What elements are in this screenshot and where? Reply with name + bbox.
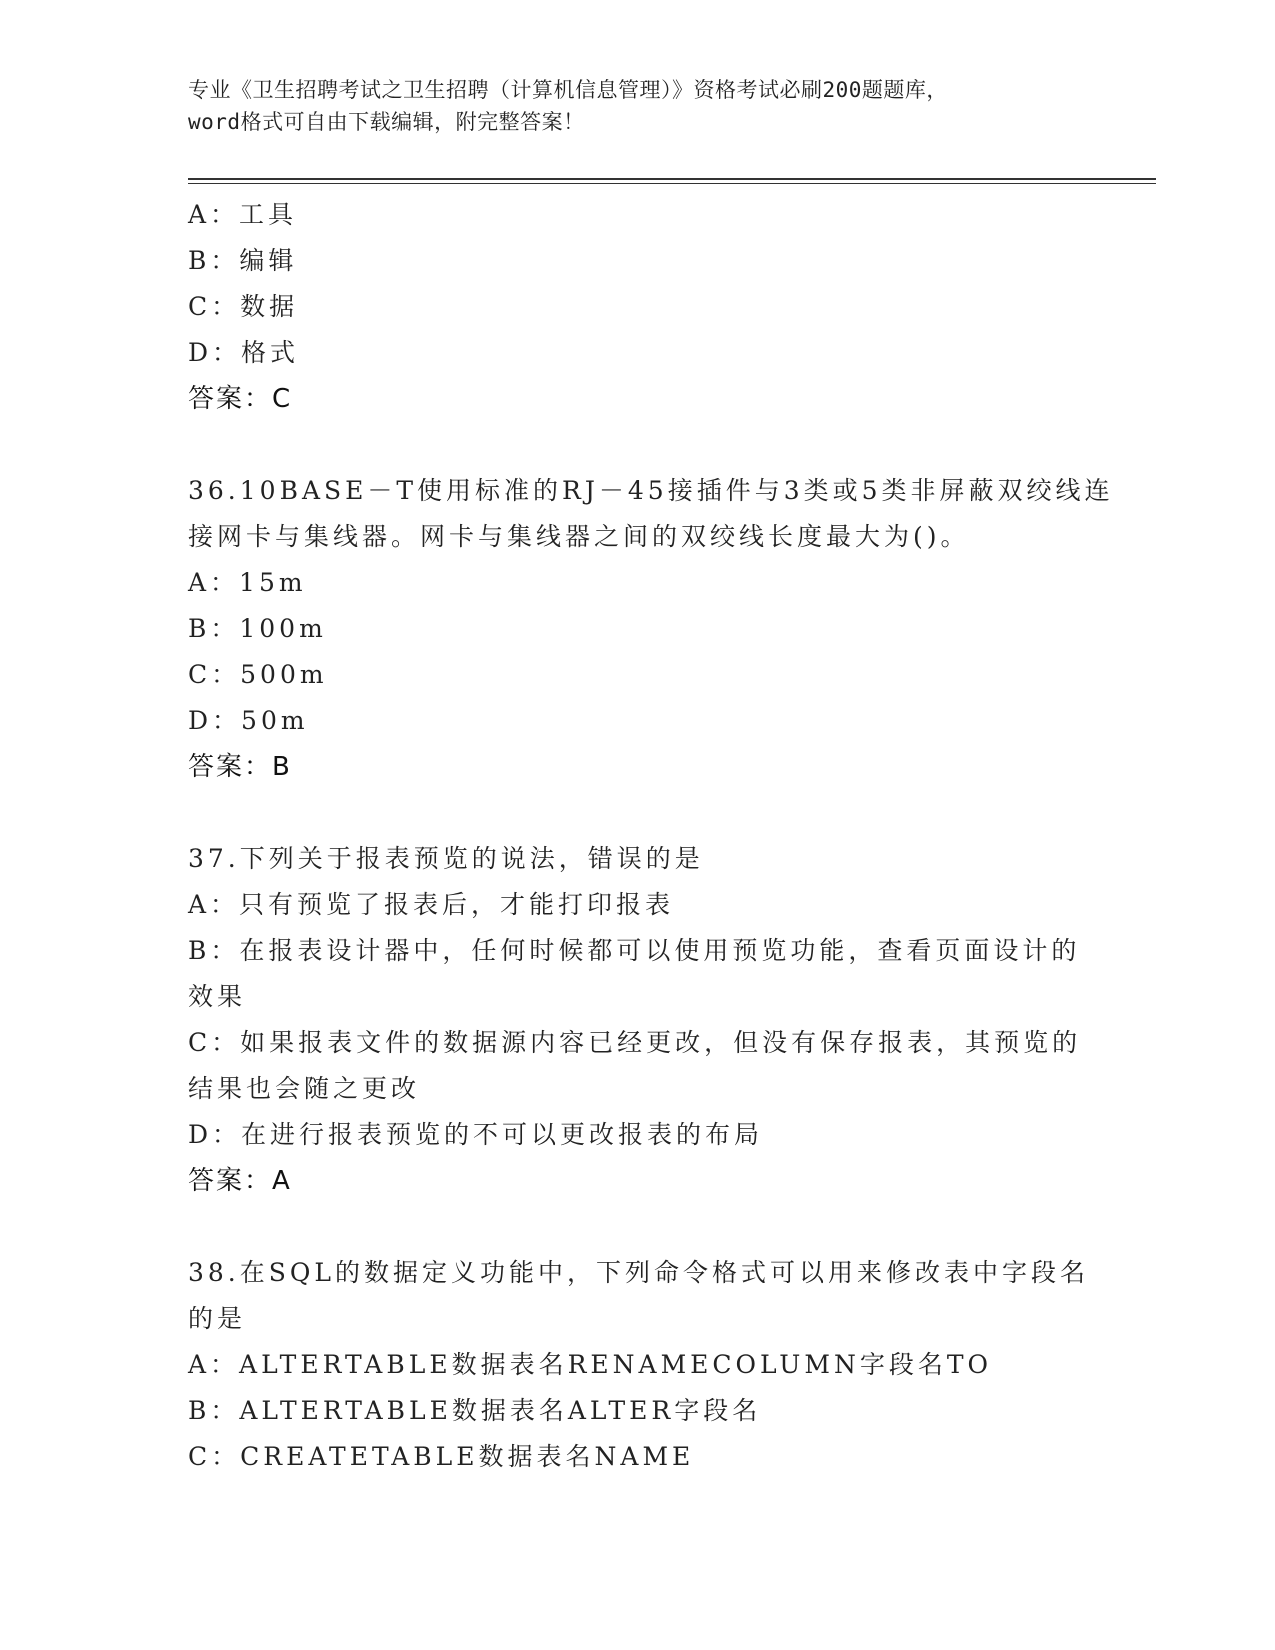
- question-35: [188, 192, 1088, 422]
- option-b: B：在报表设计器中，任何时候都可以使用预览功能，查看页面设计的: [188, 936, 1081, 965]
- option-c: C：数据: [188, 292, 299, 321]
- header-line-1: 专业《卫生招聘考试之卫生招聘（计算机信息管理）》资格考试必刷200题题库，: [188, 78, 948, 102]
- option-a: A：15m: [188, 568, 307, 597]
- question-list: [188, 192, 1114, 1480]
- question-38: [188, 1250, 1088, 1480]
- header-divider-thin: [188, 183, 1156, 184]
- option-b: B：ALTERTABLE数据表名ALTER字段名: [188, 1396, 762, 1425]
- option-b: B：100m: [188, 614, 327, 643]
- option-a: A：ALTERTABLE数据表名RENAMECOLUMN字段名TO: [188, 1350, 992, 1379]
- option-a: A：工具: [188, 200, 298, 229]
- option-d: D：50m: [188, 706, 309, 735]
- question-text: 37.下列关于报表预览的说法，错误的是: [188, 844, 704, 873]
- question-text-cont: 的是: [188, 1304, 247, 1333]
- header-line-2: word格式可自由下载编辑，附完整答案！: [188, 110, 585, 134]
- question-text-cont: 接网卡与集线器。网卡与集线器之间的双绞线长度最大为()。: [188, 522, 970, 551]
- answer: 答案：B: [188, 752, 292, 782]
- option-a: A：只有预览了报表后，才能打印报表: [188, 890, 675, 919]
- question-36: [188, 468, 1114, 790]
- question-37: [188, 836, 1088, 1204]
- option-b-cont: 效果: [188, 982, 247, 1011]
- document-header: [188, 74, 1088, 138]
- option-c-cont: 结果也会随之更改: [188, 1074, 421, 1103]
- question-text: 38.在SQL的数据定义功能中，下列命令格式可以用来修改表中字段名: [188, 1258, 1089, 1287]
- option-d: D：在进行报表预览的不可以更改报表的布局: [188, 1120, 764, 1149]
- option-c: C：CREATETABLE数据表名NAME: [188, 1442, 695, 1471]
- answer: 答案：C: [188, 384, 293, 414]
- header-divider: [188, 178, 1156, 180]
- question-text: 36.10BASE－T使用标准的RJ－45接插件与3类或5类非屏蔽双绞线连: [188, 476, 1114, 505]
- option-d: D：格式: [188, 338, 300, 367]
- answer: 答案：A: [188, 1166, 292, 1196]
- option-c: C：如果报表文件的数据源内容已经更改，但没有保存报表，其预览的: [188, 1028, 1082, 1057]
- option-b: B：编辑: [188, 246, 298, 275]
- option-c: C：500m: [188, 660, 328, 689]
